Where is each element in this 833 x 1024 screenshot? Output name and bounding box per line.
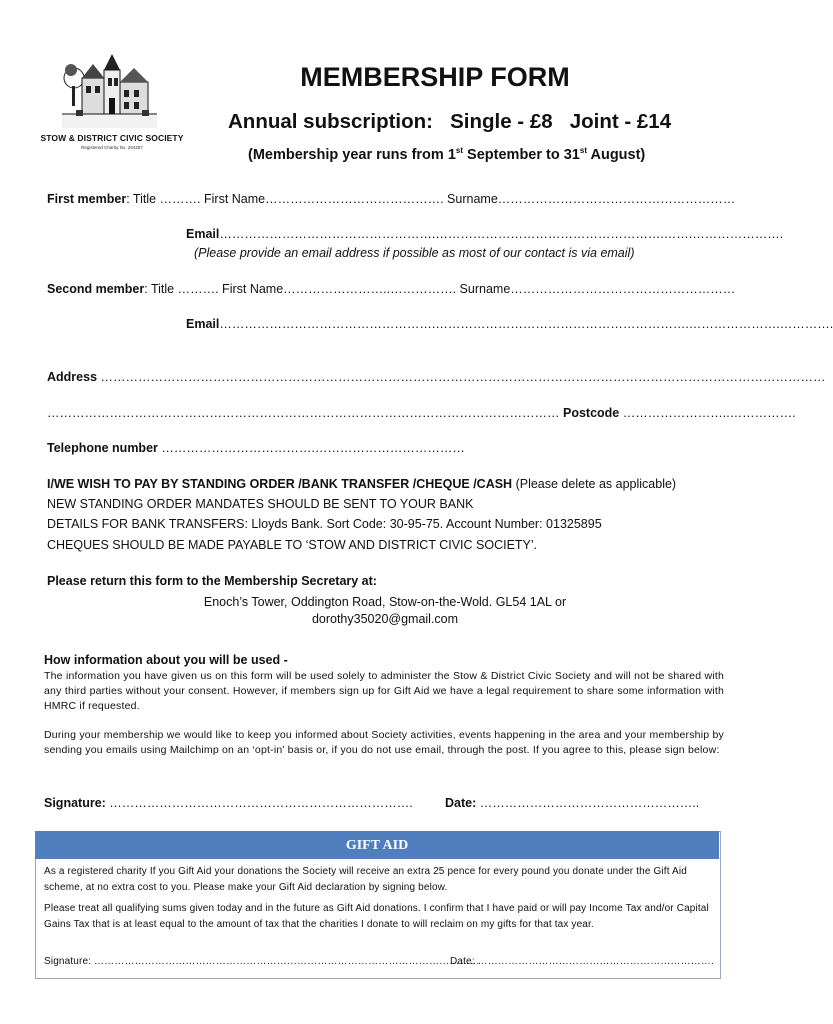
second-member-fields[interactable]: : Title ………. First Name……………………..……………. Surname……………………………………………… [144,282,736,296]
gift-aid-signature-field[interactable]: Signature: …………………………………………………………………………………………………… [44,956,480,967]
signature-field[interactable]: ………………………………………………………………. [109,796,413,810]
payment-heading: I/WE WISH TO PAY BY STANDING ORDER /BANK TRANSFER /CHEQUE /CASH [47,477,513,491]
second-member-label: Second member [47,282,145,296]
form-title: MEMBERSHIP FORM [300,62,570,92]
second-member-email-row [186,317,833,331]
telephone-label: Telephone number [47,441,158,455]
return-email: dorothy35020@gmail.com [311,612,459,626]
year-note-part: August) [587,146,646,163]
telephone-row [47,441,465,455]
address-line1-field[interactable]: ………………………………………………………………………………………………………………………………………………………… [100,370,826,384]
address-row [47,370,826,384]
signature-row [44,796,413,810]
joint-price: Joint - £14 [569,110,672,133]
first-member-email-label: Email [186,227,220,241]
first-member-label: First member [47,192,127,206]
gift-aid-paragraph-1: As a registered charity If you Gift Aid your donations the Society will receive an extra 25 pence for every pound you donate under the Gift Aid scheme, at no extra cost to you. Please make your Gift Aid declaration by signing below. [44,866,687,893]
membership-year-note [248,146,645,163]
society-logo [62,48,157,128]
first-member-fields[interactable]: : Title ………. First Name……………………………………. Surname………………………………………………… [126,192,736,206]
first-member-row [47,192,735,206]
second-member-email-label: Email [186,317,220,331]
postcode-field[interactable]: ……………………..……………. [622,406,796,420]
privacy-paragraph-1: The information you have given us on this form will be used solely to administer the Stow & District Civic Society and will not be shared with any third parties without your consent. However, if members sign up for Gift Aid we have a legal requirement to share some information with HMRC if requested. [44,670,724,712]
second-member-email-field[interactable]: …………………………………………….…………………………………………………….………………….…………. [219,317,833,331]
email-note: (Please provide an email address if possible as most of our contact is via email) [194,246,635,260]
year-note-part: September to 31 [463,146,580,163]
charity-registration: Registered Charity No. 264287 [81,145,143,150]
building-illustration-icon [62,48,157,128]
date-label: Date: [445,796,477,810]
address-line2-row [47,406,796,420]
date-field[interactable]: …………………………………………….. [479,796,700,810]
first-member-email-row [186,227,783,241]
return-address: Enoch’s Tower, Oddington Road, Stow-on-the-Wold. GL54 1AL or [203,595,567,609]
gift-aid-date-field[interactable]: Date: ……………………………………………………………. [450,956,714,967]
payment-line-standing-order: NEW STANDING ORDER MANDATES SHOULD BE SENT TO YOUR BANK [47,497,474,511]
return-heading: Please return this form to the Membership Secretary at: [47,574,377,588]
postcode-label: Postcode [562,406,620,420]
address-line2-field[interactable]: …………………………………………………………………………………………………………… [47,406,560,420]
society-name: STOW & DISTRICT CIVIC SOCIETY [40,133,184,143]
gift-aid-paragraph-2: Please treat all qualifying sums given today and in the future as Gift Aid donations. I confirm that I have paid or will pay Income Tax and/or Capital Gains Tax that is at least equal to the amount of tax that the charities I donate to will reclaim on my gifts for that tax year. [44,903,709,930]
subscription-line [228,110,671,134]
signature-label: Signature: [44,796,106,810]
privacy-paragraph-2: During your membership we would like to keep you informed about Society activities, events happening in the area and your membership by sending you emails using Mailchimp on an ‘opt-in’ basis or, if you do not use email, through the post. If you agree to this, please sign below: [44,729,724,756]
gift-aid-heading: GIFT AID [35,831,719,859]
single-price: Single - £8 [450,110,553,133]
address-label: Address [47,370,98,384]
telephone-field[interactable]: ……………………………….……………………………… [161,441,465,455]
payment-heading-row [47,477,676,491]
date-row [445,796,699,810]
ordinal-suffix: st [579,146,587,155]
year-note-part: (Membership year runs from 1 [248,146,456,163]
second-member-row [47,282,735,296]
payment-line-cheque: CHEQUES SHOULD BE MADE PAYABLE TO ‘STOW AND DISTRICT CIVIC SOCIETY’. [47,538,538,552]
subscription-label: Annual subscription: [228,110,433,133]
payment-heading-note: (Please delete as applicable) [515,477,677,491]
first-member-email-field[interactable]: …………………………………………….……………………………………………….…….…………………. [219,227,784,241]
payment-line-bank-transfer: DETAILS FOR BANK TRANSFERS: Lloyds Bank. Sort Code: 30-95-75. Account Number: 01325895 [47,517,602,531]
ordinal-suffix: st [455,146,464,155]
privacy-heading: How information about you will be used - [44,653,288,667]
